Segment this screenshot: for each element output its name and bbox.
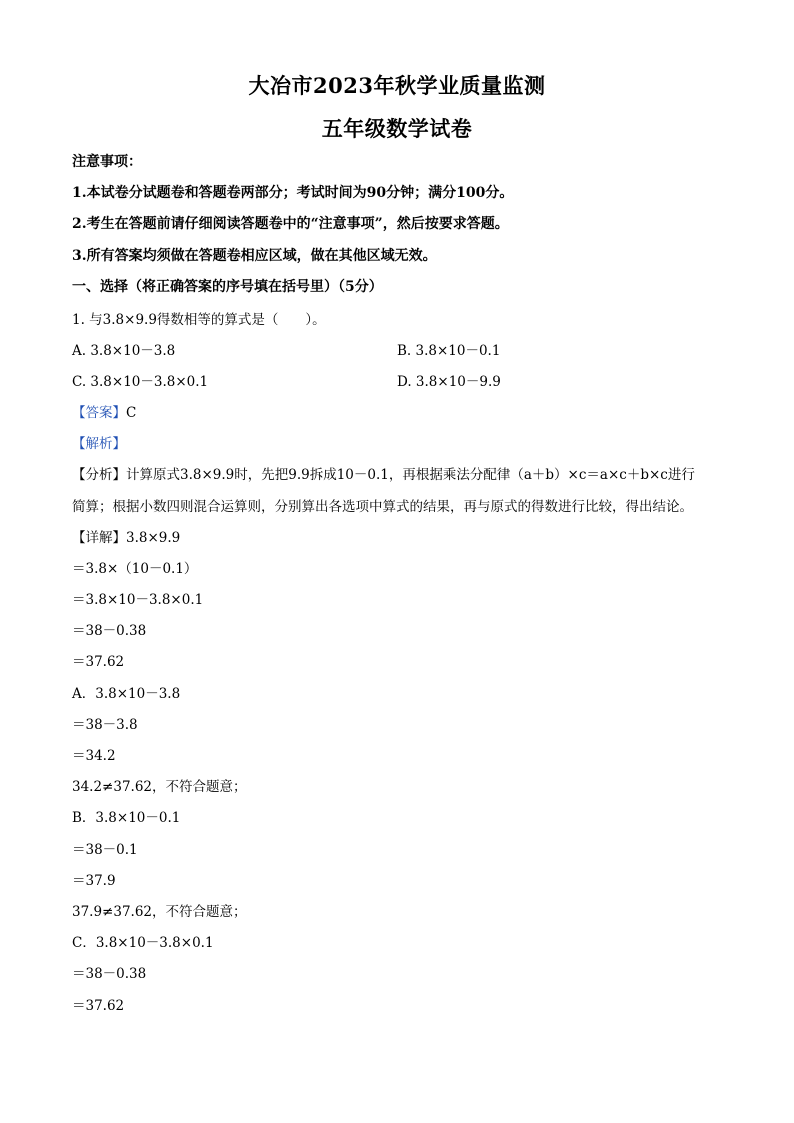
- analysis-tag: 【解析】: [72, 436, 126, 452]
- fenxi-tag: 【分析】: [72, 467, 126, 483]
- detail-step: ＝34.2: [72, 748, 116, 764]
- xiangjie-tag: 【详解】: [72, 530, 126, 546]
- answer-line: [72, 401, 136, 421]
- option-d: D. 3.8×10－9.9: [397, 374, 501, 390]
- notice-item-2: 2.考生在答题前请仔细阅读答题卷中的“注意事项”，然后按要求答题。: [72, 216, 509, 232]
- detail-step: 37.9≠37.62，不符合题意；: [72, 904, 247, 920]
- detail-step: C．3.8×10－3.8×0.1: [72, 935, 214, 951]
- exam-subtitle: 五年级数学试卷: [321, 116, 473, 141]
- answer-value: C: [126, 405, 137, 421]
- question-stem: 1. 与3.8×9.9得数相等的算式是（ ）。: [72, 312, 326, 328]
- notice-item-1: 1.本试卷分试题卷和答题卷两部分；考试时间为90分钟；满分100分。: [72, 185, 514, 201]
- option-c: C. 3.8×10－3.8×0.1: [72, 374, 209, 390]
- detail-step: 3.8×9.9: [126, 530, 181, 546]
- option-a: A. 3.8×10－3.8: [72, 343, 176, 359]
- detail-step: A．3.8×10－3.8: [72, 686, 181, 702]
- exam-title: 大冶市2023年秋学业质量监测: [248, 73, 546, 98]
- option-b: B. 3.8×10－0.1: [397, 343, 501, 359]
- detail-step: ＝38－0.1: [72, 842, 138, 858]
- analysis-line-1: [72, 463, 695, 483]
- detail-step: ＝3.8×（10－0.1）: [72, 561, 198, 577]
- detail-step: ＝37.62: [72, 998, 125, 1014]
- notice-heading: 注意事项：: [72, 154, 142, 170]
- fenxi-text-1: 计算原式3.8×9.9时，先把9.9拆成10－0.1，再根据乘法分配律（a＋b）×c＝a×c＋b×c进行: [126, 467, 695, 483]
- detail-step: ＝38－0.38: [72, 966, 147, 982]
- notice-item-3: 3.所有答案均须做在答题卷相应区域，做在其他区域无效。: [72, 248, 437, 264]
- analysis-line-2: 简算；根据小数四则混合运算则，分别算出各选项中算式的结果，再与原式的得数进行比较，得出结论。: [72, 499, 693, 515]
- detail-step: ＝37.62: [72, 654, 125, 670]
- detail-step: ＝3.8×10－3.8×0.1: [72, 592, 204, 608]
- detail-step: ＝38－0.38: [72, 623, 147, 639]
- detail-step: ＝37.9: [72, 873, 116, 889]
- detail-line-1: [72, 526, 180, 546]
- detail-step: 34.2≠37.62，不符合题意；: [72, 779, 247, 795]
- detail-step: B．3.8×10－0.1: [72, 810, 181, 826]
- detail-step: ＝38－3.8: [72, 717, 138, 733]
- section-heading: 一、选择（将正确答案的序号填在括号里）（5分）: [72, 279, 383, 295]
- answer-tag: 【答案】: [72, 405, 126, 421]
